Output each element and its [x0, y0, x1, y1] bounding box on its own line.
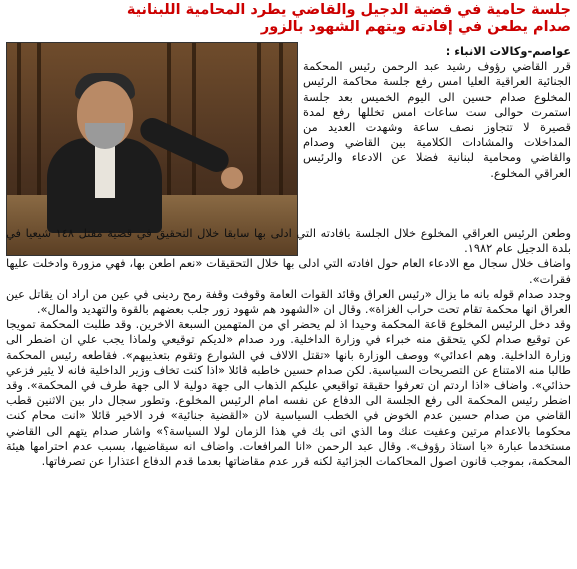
paragraph-2: وطعن الرئيس العراقي المخلوع خلال الجلسة بافادته التي ادلى بها سابقا خلال التحقيق في قضية مقتل ١٤٨ شيعيا في بلدة الدجيل عام ١٩٨٢. — [6, 226, 571, 256]
court-photo — [6, 42, 298, 256]
article-column — [303, 44, 571, 181]
headline-line-2: صدام يطعن في إفادته ويتهم الشهود بالزور — [260, 19, 571, 35]
article-body — [6, 226, 571, 469]
paragraph-1: قرر القاضي رؤوف رشيد عبد الرحمن رئيس المحكمة الجنائية العراقية العليا امس رفع جلسة محاكمة الرئيس المخلوع صدام حسين الى اليوم الخميس بعد جلسة استمرت حوالى ست ساعات امس تخللها رفع لمدة قصيرة لا تتجاوز نصف ساعة وشهدت العديد من المداخلات والمشادات الكلامية بين القاضي وصدام والقاضي ومحامية لبنانية فضلا عن الادعاء والرئيس العراقي المخلوع. — [303, 59, 571, 180]
paragraph-4: وجدد صدام قوله بانه ما يزال «رئيس العراق وقائد القوات العامة وقوفت وقفة رمح ردينى في عين من اراد ان يقاتل عين العراق انها محكمة تقام تحت حراب الغزاة». وقال ان «الشهود هم شهود زور جلب بعضهم بالقوة والتهديد والمال». — [6, 286, 571, 317]
dateline: عواصم-وكالات الانباء : — [445, 44, 571, 58]
headline — [6, 2, 571, 36]
paragraph-5: وقد دخل الرئيس المخلوع قاعة المحكمة وحيدا اذ لم يحضر اي من المتهمين السبعة الاخرين. وقد طلبت المحكمة تمويجا عن توقيع صدام لكي يتحقق منه خبراء في وزارة الداخلية. ورد صدام «لديكم توقيعي ولماذا يجب علي ان اضطر الى وزارة الداخلية. وهم اعدائي» ووصف الوزارة بانها «تقتل الالاف في الشوارع وتقوم بتعذيبهم». فقاطعه رئيس المحكمة طالبا منه الامتناع عن التصريحات السياسية. لكن صدام حسين خاطبه قائلا «اذا كنت تخاف وزير الداخلية فانه لا يثير فزعي حذائي». واضاف «اذا اردتم ان تعرفوا حقيقة تواقيعي عليكم الذهاب الى جهة دولية لا الى جهة طرف في المحكمة». وقد اضطر رئيس المحكمة الى رفع الجلسة الى الدفاع عن نفسه امام الرئيس المخلوع. وتطور سجال دار بين الاثنين قطب القاضي من صدام حسين عدم الخوض في الخطب السياسية لان «القضية جنائية» فرد الاخير قائلا «انت محام كنت محكوما بالاعدام مرتين وعفيت عنك وما الذي اتى بك في هذا الزمان لولا السياسة؟» واشار صدام يتهم الى القاضي مستخدما عبارة «يا استاذ رؤوف». وقال عبد الرحمن «انا المرافعات. واضاف انه سيقاضيها، بسبب عدم احترامها هيئة المحكمة، بموجب قانون اصول المحاكمات الجزائية لكنه قرر عدم مقاضاتها بعدما قدم الدفاع اعتذارا عن تصرفاتها. — [6, 317, 571, 469]
paragraph-3: واضاف خلال سجال مع الادعاء العام حول افادته التي ادلى بها خلال التحقيقات «نعم اطعن بها، فهي مزورة وادخلت عليها فقرات». — [6, 256, 571, 286]
headline-line-1: جلسة حامية في قضية الدجيل والقاضي يطرد المحامية اللبنانية — [126, 2, 571, 18]
